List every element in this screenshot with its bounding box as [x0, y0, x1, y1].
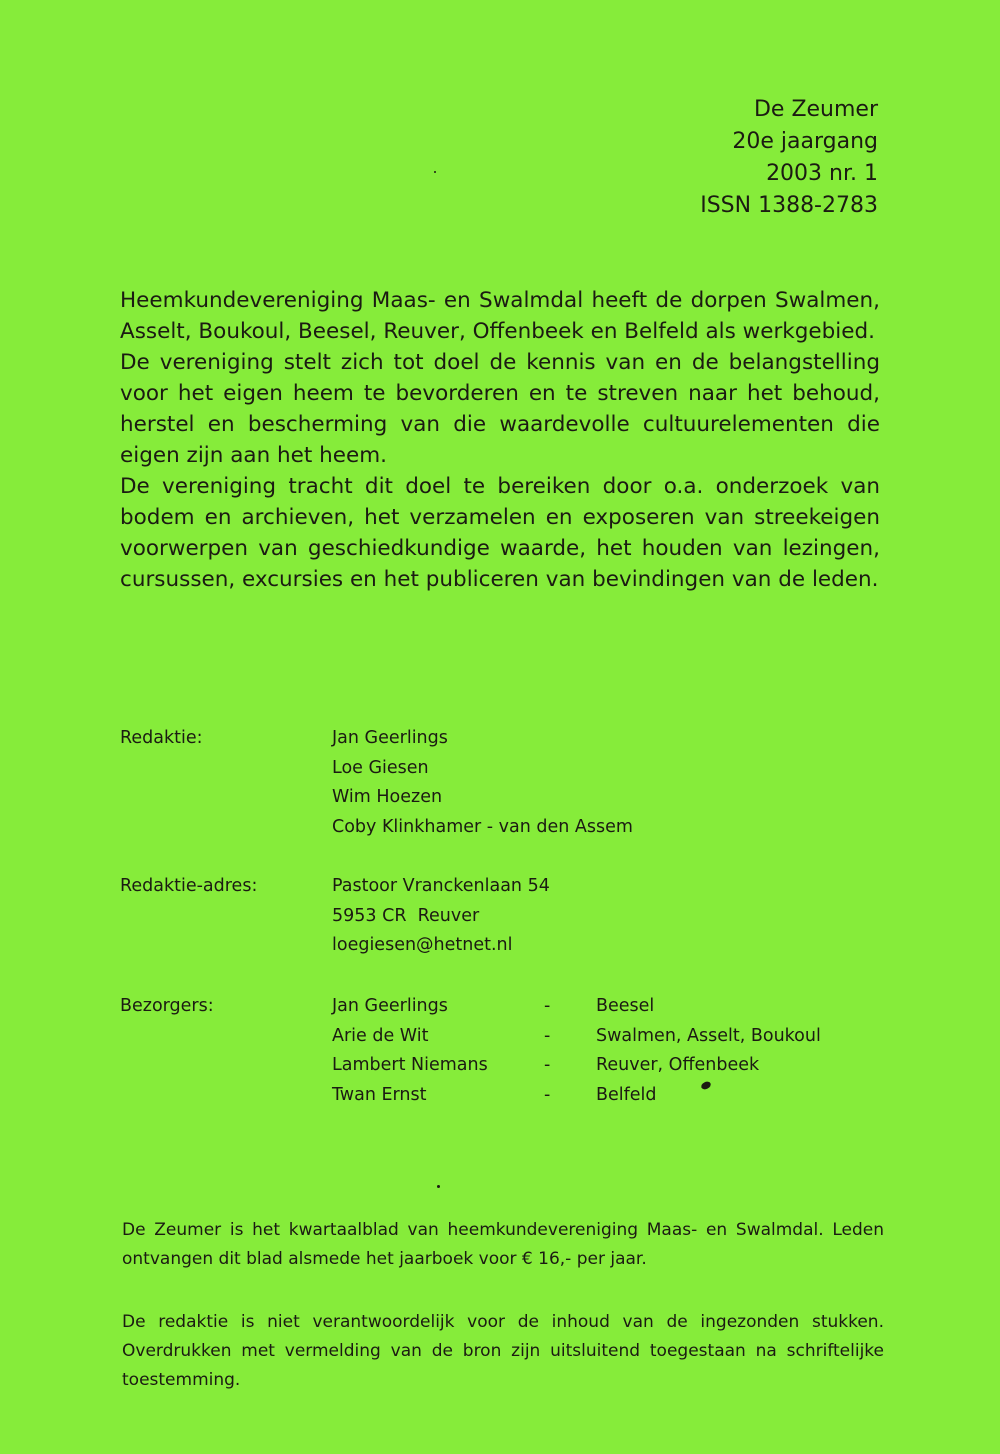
carrier-place: Beesel	[596, 996, 655, 1016]
redaktie-label: Redaktie:	[120, 728, 203, 748]
carrier-name: Twan Ernst	[332, 1084, 427, 1105]
adres-label: Redaktie-adres:	[120, 876, 258, 896]
carrier-place: Reuver, Offenbeek	[596, 1055, 760, 1075]
volume: 20e jaargang	[732, 129, 878, 154]
footer-paragraph-1: De Zeumer is het kwartaalblad van heemkundevereniging Maas- en Swalmdal. Leden ontvangen dit blad alsmede het jaarboek voor € 16,- per jaar.	[122, 1220, 884, 1269]
carrier-name: Lambert Niemans	[332, 1055, 488, 1075]
carrier-row	[332, 992, 892, 1022]
dust-speck-icon	[437, 1185, 440, 1188]
intro-paragraph-3: De vereniging tracht dit doel te bereiken door o.a. onderzoek van bodem en archieven, het verzamelen en exposeren van streekeigen voorwerpen van geschiedkundige waarde, het houden van lezingen, cursussen, excursies en het publiceren van bevindingen van de leden.	[120, 474, 880, 592]
carrier-name: Arie de Wit	[332, 1025, 429, 1046]
footer-note-1	[122, 1216, 884, 1274]
issue-number: 2003 nr. 1	[766, 161, 878, 186]
bezorgers-list	[332, 992, 892, 1110]
street-address: Pastoor Vranckenlaan 54	[332, 876, 550, 896]
intro-text	[120, 285, 880, 595]
footer-paragraph-2: De redaktie is niet verantwoordelijk voor de inhoud van de ingezonden stukken. Overdrukken met vermelding van de bron zijn uitsluitend toegestaan na schriftelijke toestemming.	[122, 1312, 884, 1390]
dust-speck-icon	[434, 171, 436, 173]
intro-paragraph-2: De vereniging stelt zich tot doel de kennis van en de belangstelling voor het eigen heem te bevorderen en te streven naar het behoud, herstel en bescherming van die waardevolle cultuurelementen die eigen zijn aan het heem.	[120, 350, 880, 468]
editor-name: Wim Hoezen	[332, 787, 443, 807]
editor-name: Jan Geerlings	[332, 728, 448, 748]
carrier-row	[332, 1081, 892, 1111]
carrier-name: Jan Geerlings	[332, 996, 448, 1016]
postal-code-city: 5953 CR Reuver	[332, 905, 480, 926]
intro-paragraph-1: Heemkundevereniging Maas- en Swalmdal heeft de dorpen Swalmen, Asselt, Boukoul, Beesel, Reuver, Offenbeek en Belfeld als werkgebied.	[120, 288, 880, 344]
editor-name: Coby Klinkhamer - van den Assem	[332, 816, 633, 837]
adres-lines	[332, 872, 892, 961]
publication-title: De Zeumer	[753, 97, 878, 122]
carrier-row	[332, 1022, 892, 1052]
email-address[interactable]: loegiesen@hetnet.nl	[332, 935, 513, 955]
carrier-place: Swalmen, Asselt, Boukoul	[596, 1025, 821, 1046]
bezorgers-label: Bezorgers:	[120, 996, 214, 1016]
carrier-dash: -	[544, 1084, 551, 1105]
carrier-dash: -	[544, 1025, 551, 1046]
carrier-dash: -	[544, 1055, 551, 1075]
footer-note-2	[122, 1308, 884, 1395]
publication-header	[700, 94, 878, 222]
redaktie-names	[332, 724, 892, 842]
carrier-place: Belfeld	[596, 1084, 657, 1105]
editor-name: Loe Giesen	[332, 757, 429, 778]
carrier-dash: -	[544, 996, 551, 1016]
issn: ISSN 1388-2783	[700, 193, 878, 218]
carrier-row	[332, 1051, 892, 1081]
